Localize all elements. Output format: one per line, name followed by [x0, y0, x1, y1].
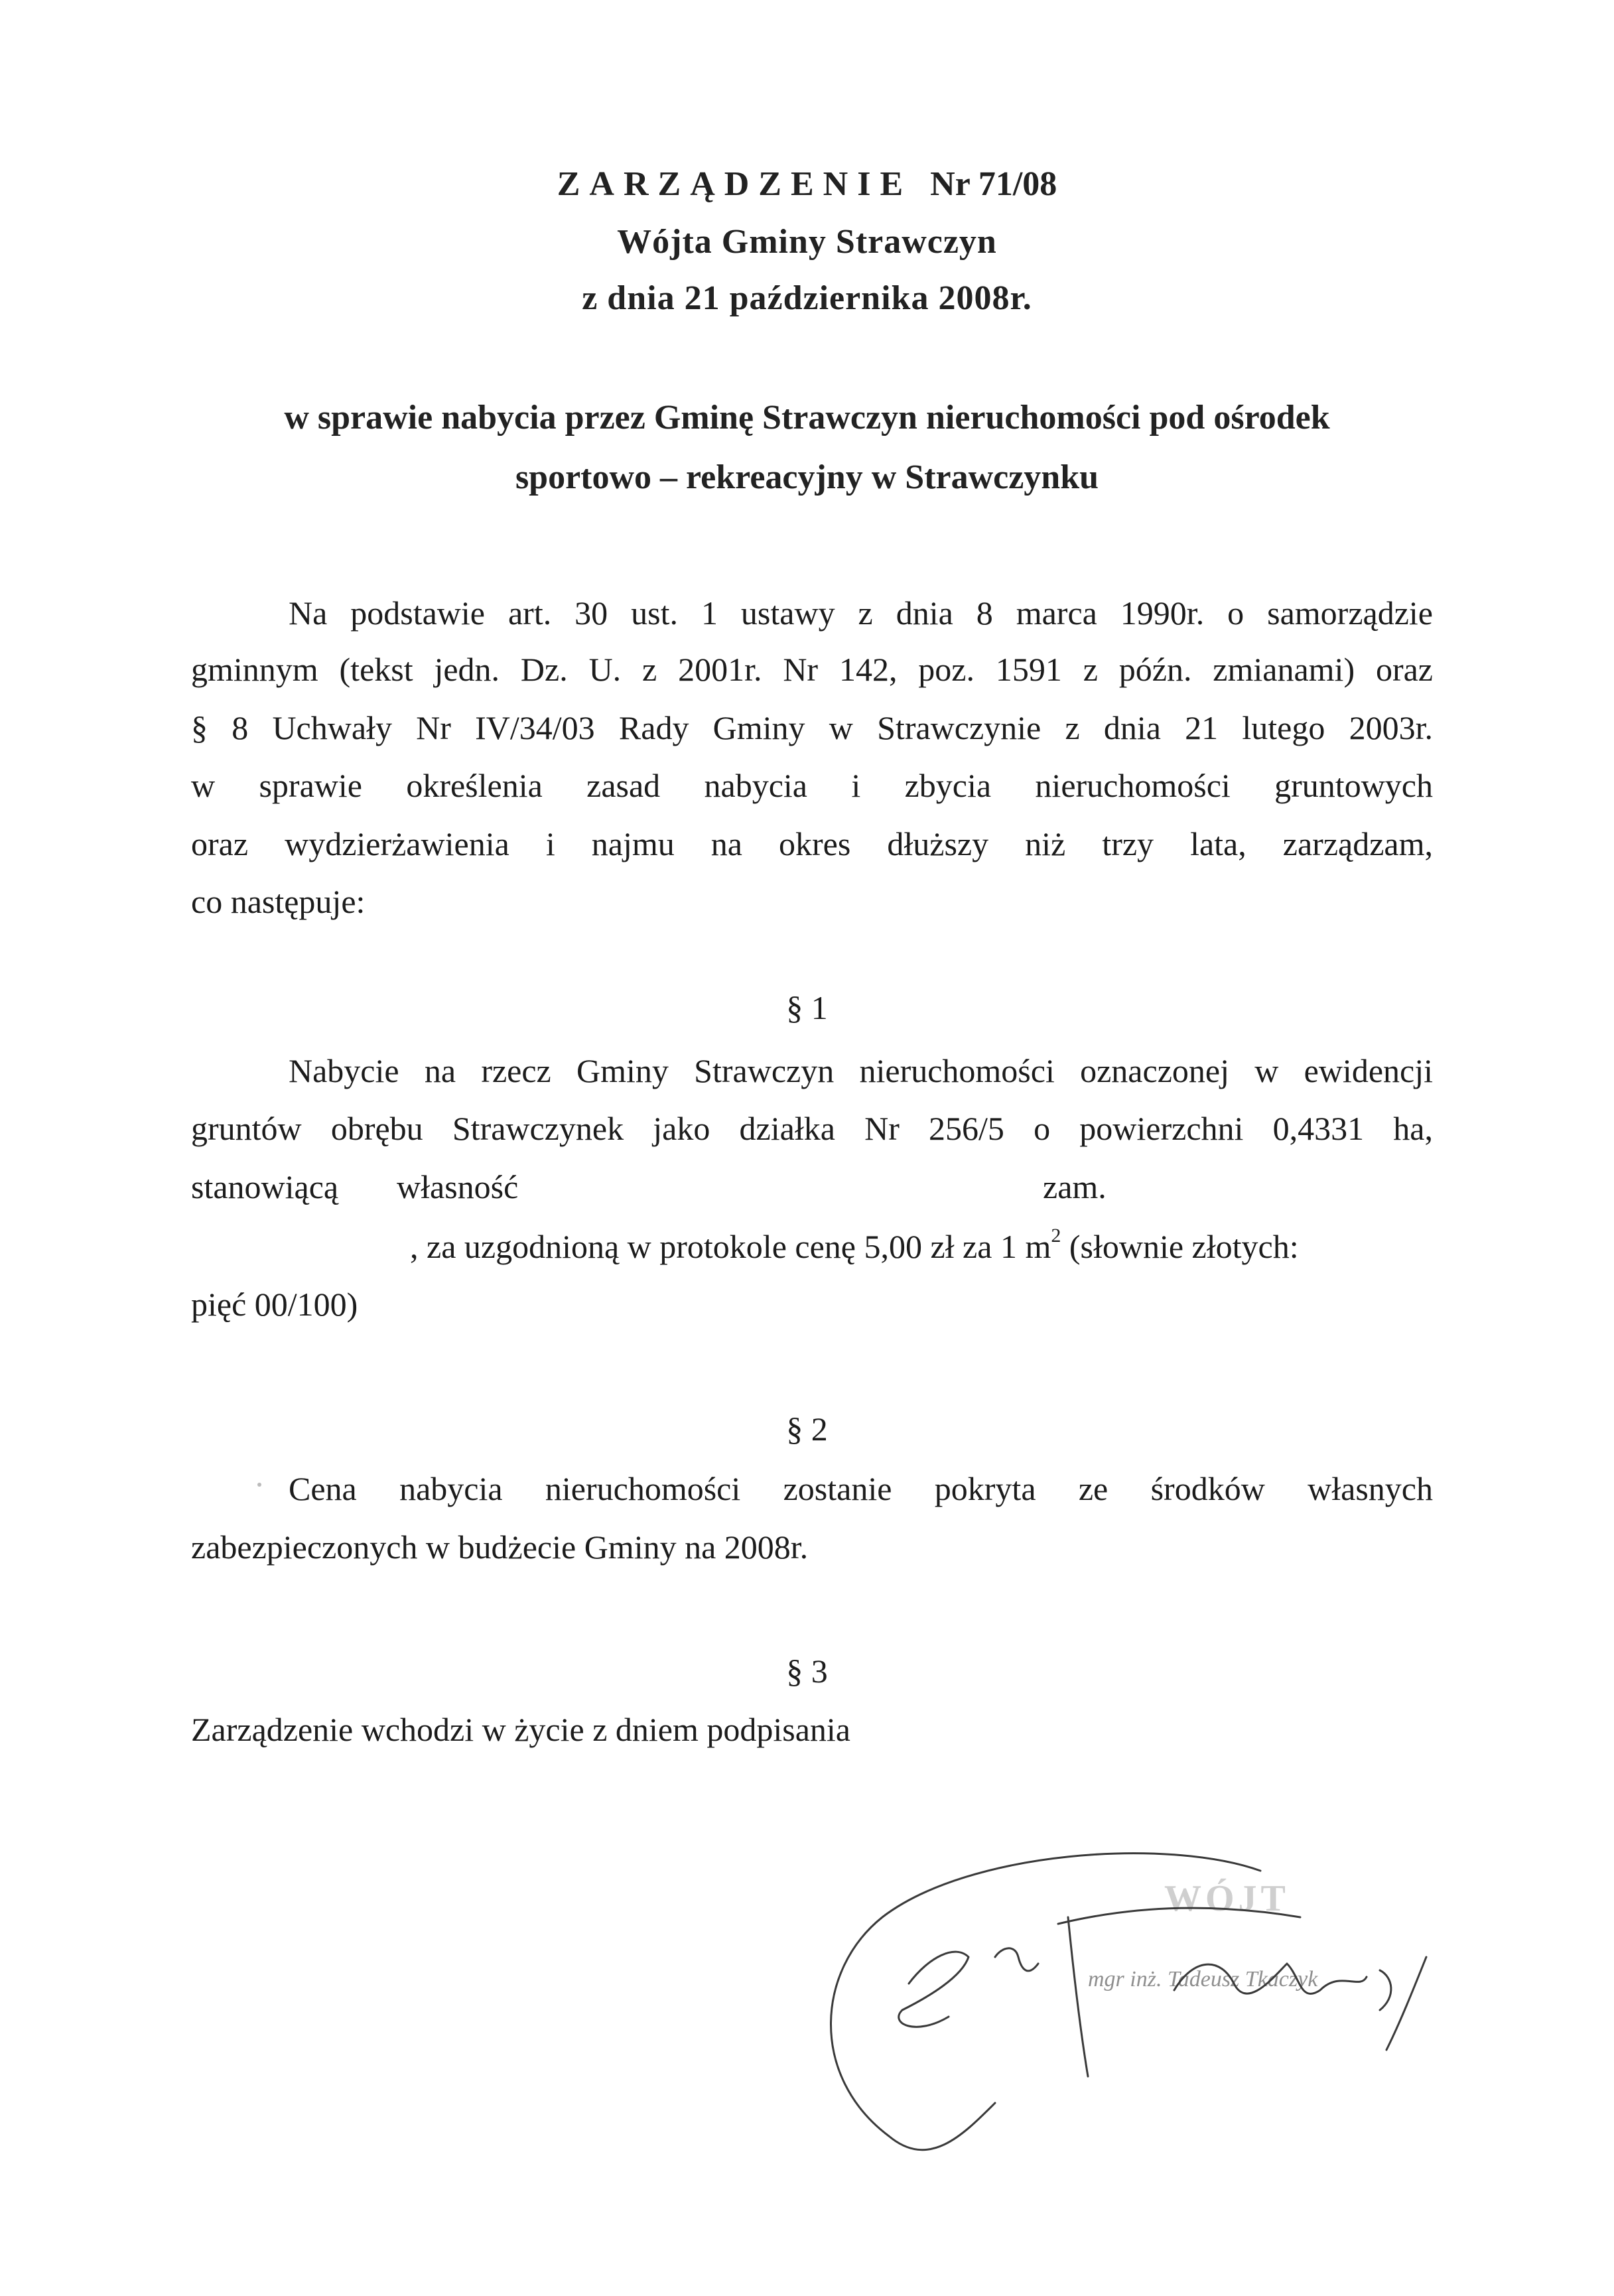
stamp-title: WÓJT: [1164, 1878, 1290, 1919]
section-2-heading: § 2: [786, 1410, 828, 1448]
title-number: Nr 71/08: [930, 165, 1057, 203]
preamble-line-1: Na podstawie art. 30 ust. 1 ustawy z dnia 8 marca 1990r. o samorządzie: [289, 594, 1433, 632]
section-1-line-4: [410, 1227, 1299, 1266]
preamble-line-6: co następuje:: [191, 883, 366, 920]
scan-speck: [257, 1483, 261, 1487]
stamp-name: mgr inż. Tadeusz Tkaczyk: [1088, 1967, 1318, 1992]
signature-stroke-5: [1174, 1964, 1367, 1993]
signature-stroke-2: [995, 1948, 1038, 1971]
section-3-line-1: Zarządzenie wchodzi w życie z dniem podpisania: [191, 1711, 850, 1748]
document-title: [0, 165, 1614, 204]
price-words-text: (słownie złotych:: [1061, 1228, 1299, 1265]
signature-stroke-3: [1068, 1917, 1088, 2076]
subject-line-2: sportowo – rekreacyjny w Strawczynku: [515, 458, 1099, 496]
section-1-line-3c: zam.: [1043, 1168, 1107, 1205]
title-word: ZARZĄDZENIE: [557, 165, 913, 203]
section-3-heading: § 3: [786, 1653, 828, 1690]
section-2-line-2: zabezpieczonych w budżecie Gminy na 2008r.: [191, 1528, 809, 1566]
preamble-line-3: § 8 Uchwały Nr IV/34/03 Rady Gminy w Strawczynie z dnia 21 lutego 2003r.: [191, 709, 1433, 746]
signature-stroke-6: [1380, 1970, 1391, 2010]
section-1-line-3b: własność: [397, 1168, 519, 1205]
section-1-line-5: pięć 00/100): [191, 1286, 358, 1323]
signature-loop: [831, 1854, 1261, 2150]
signature-stroke-4: [1058, 1908, 1300, 1924]
section-1-heading: § 1: [786, 989, 828, 1026]
section-1-line-1: Nabycie na rzecz Gminy Strawczyn nieruchomości oznaczonej w ewidencji: [289, 1052, 1433, 1089]
preamble-line-2: gminnym (tekst jedn. Dz. U. z 2001r. Nr 142, poz. 1591 z późn. zmianami) oraz: [191, 651, 1433, 688]
section-1-line-2: gruntów obrębu Strawczynek jako działka Nr 256/5 o powierzchni 0,4331 ha,: [191, 1110, 1433, 1147]
signature-stroke-7: [1386, 1957, 1426, 2050]
section-2-line-1: Cena nabycia nieruchomości zostanie pokryta ze środków własnych: [289, 1470, 1433, 1507]
section-1-line-3a: stanowiącą: [191, 1168, 339, 1205]
preamble-line-5: oraz wydzierżawienia i najmu na okres dłuższy niż trzy lata, zarządzam,: [191, 825, 1433, 862]
square-superscript: 2: [1051, 1225, 1061, 1247]
date-line: z dnia 21 października 2008r.: [582, 279, 1032, 317]
subject-line-1: w sprawie nabycia przez Gminę Strawczyn nieruchomości pod ośrodek: [284, 399, 1330, 437]
issuer-line: Wójta Gminy Strawczyn: [617, 223, 997, 261]
handwritten-signature: [796, 1824, 1459, 2222]
signature-stroke-1: [899, 1952, 969, 2027]
price-text: , za uzgodnioną w protokole cenę 5,00 zł za 1 m: [410, 1228, 1051, 1265]
preamble-line-4: w sprawie określenia zasad nabycia i zbycia nieruchomości gruntowych: [191, 767, 1433, 804]
